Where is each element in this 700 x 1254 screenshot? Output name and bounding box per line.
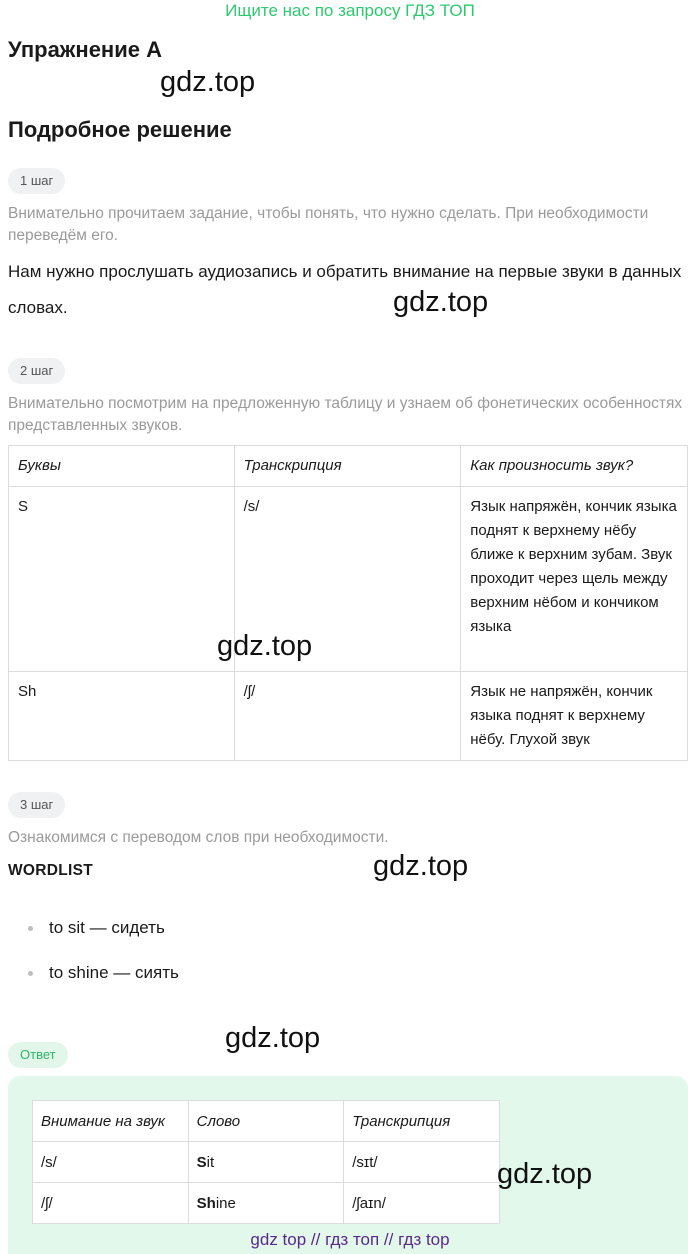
step-3-hint: Ознакомимся с переводом слов при необходимости. [8, 829, 389, 846]
table-row [9, 487, 688, 672]
cell-transcription: /ʃ/ [234, 672, 461, 761]
table-header-row [33, 1101, 500, 1142]
cell-pronunciation: Язык напряжён, кончик языка поднят к верхнему нёбу ближе к верхним зубам. Звук проходит через щель между верхним нёбом и кончиком языка [461, 487, 688, 672]
table-row [33, 1142, 500, 1183]
list-item: to sit — сидеть [28, 913, 179, 943]
cell-sound: /ʃ/ [33, 1183, 189, 1224]
cell-letters: Sh [9, 672, 235, 761]
cell-word [188, 1142, 344, 1183]
step-1-chip: 1 шаг [8, 168, 65, 194]
watermark: gdz.top [393, 286, 489, 318]
table-header-row [9, 446, 688, 487]
cell-sound: /s/ [33, 1142, 189, 1183]
header-word: Слово [188, 1101, 344, 1142]
step-3-chip: 3 шаг [8, 792, 65, 818]
answer-chip: Ответ [8, 1042, 68, 1068]
word-rest: it [206, 1153, 215, 1171]
watermark: gdz.top [225, 1022, 321, 1054]
footer-links[interactable]: gdz top // гдз топ // гдз top [250, 1230, 450, 1249]
word-rest: ine [215, 1194, 236, 1212]
header-transcription: Транскрипция [344, 1101, 500, 1142]
header-transcription: Транскрипция [234, 446, 461, 487]
exercise-title: Упражнение A [8, 37, 162, 62]
cell-transcription: /sɪt/ [344, 1142, 500, 1183]
answer-table [32, 1100, 500, 1224]
step-2-hint: Внимательно посмотрим на предложенную таблицу и узнаем об фонетических особенностях представленных звуков. [8, 395, 683, 434]
wordlist [28, 913, 179, 1003]
word-highlight: S [196, 1153, 207, 1171]
cell-transcription: /ʃaɪn/ [344, 1183, 500, 1224]
step-1-hint: Внимательно прочитаем задание, чтобы понять, что нужно сделать. При необходимости переведём его. [8, 205, 649, 244]
watermark: gdz.top [373, 850, 469, 882]
cell-transcription: /s/ [234, 487, 461, 672]
watermark: gdz.top [160, 66, 256, 98]
search-banner: Ищите нас по запросу ГДЗ ТОП [225, 1, 475, 20]
cell-word [188, 1183, 344, 1224]
watermark: gdz.top [497, 1158, 593, 1190]
header-sound: Внимание на звук [33, 1101, 189, 1142]
solution-title: Подробное решение [8, 117, 232, 142]
header-letters: Буквы [9, 446, 235, 487]
watermark: gdz.top [217, 630, 313, 662]
table-row [9, 672, 688, 761]
cell-letters: S [9, 487, 235, 672]
header-pronunciation: Как произносить звук? [461, 446, 688, 487]
step-1-text: Нам нужно прослушать аудиозапись и обратить внимание на первые звуки в данных словах. [8, 262, 682, 317]
table-row [33, 1183, 500, 1224]
sounds-table [8, 445, 688, 761]
cell-pronunciation: Язык не напряжён, кончик языка поднят к верхнему нёбу. Глухой звук [461, 672, 688, 761]
wordlist-title: WORDLIST [8, 862, 94, 879]
word-highlight: Sh [196, 1194, 216, 1212]
list-item: to shine — сиять [28, 958, 179, 988]
step-2-chip: 2 шаг [8, 358, 65, 384]
